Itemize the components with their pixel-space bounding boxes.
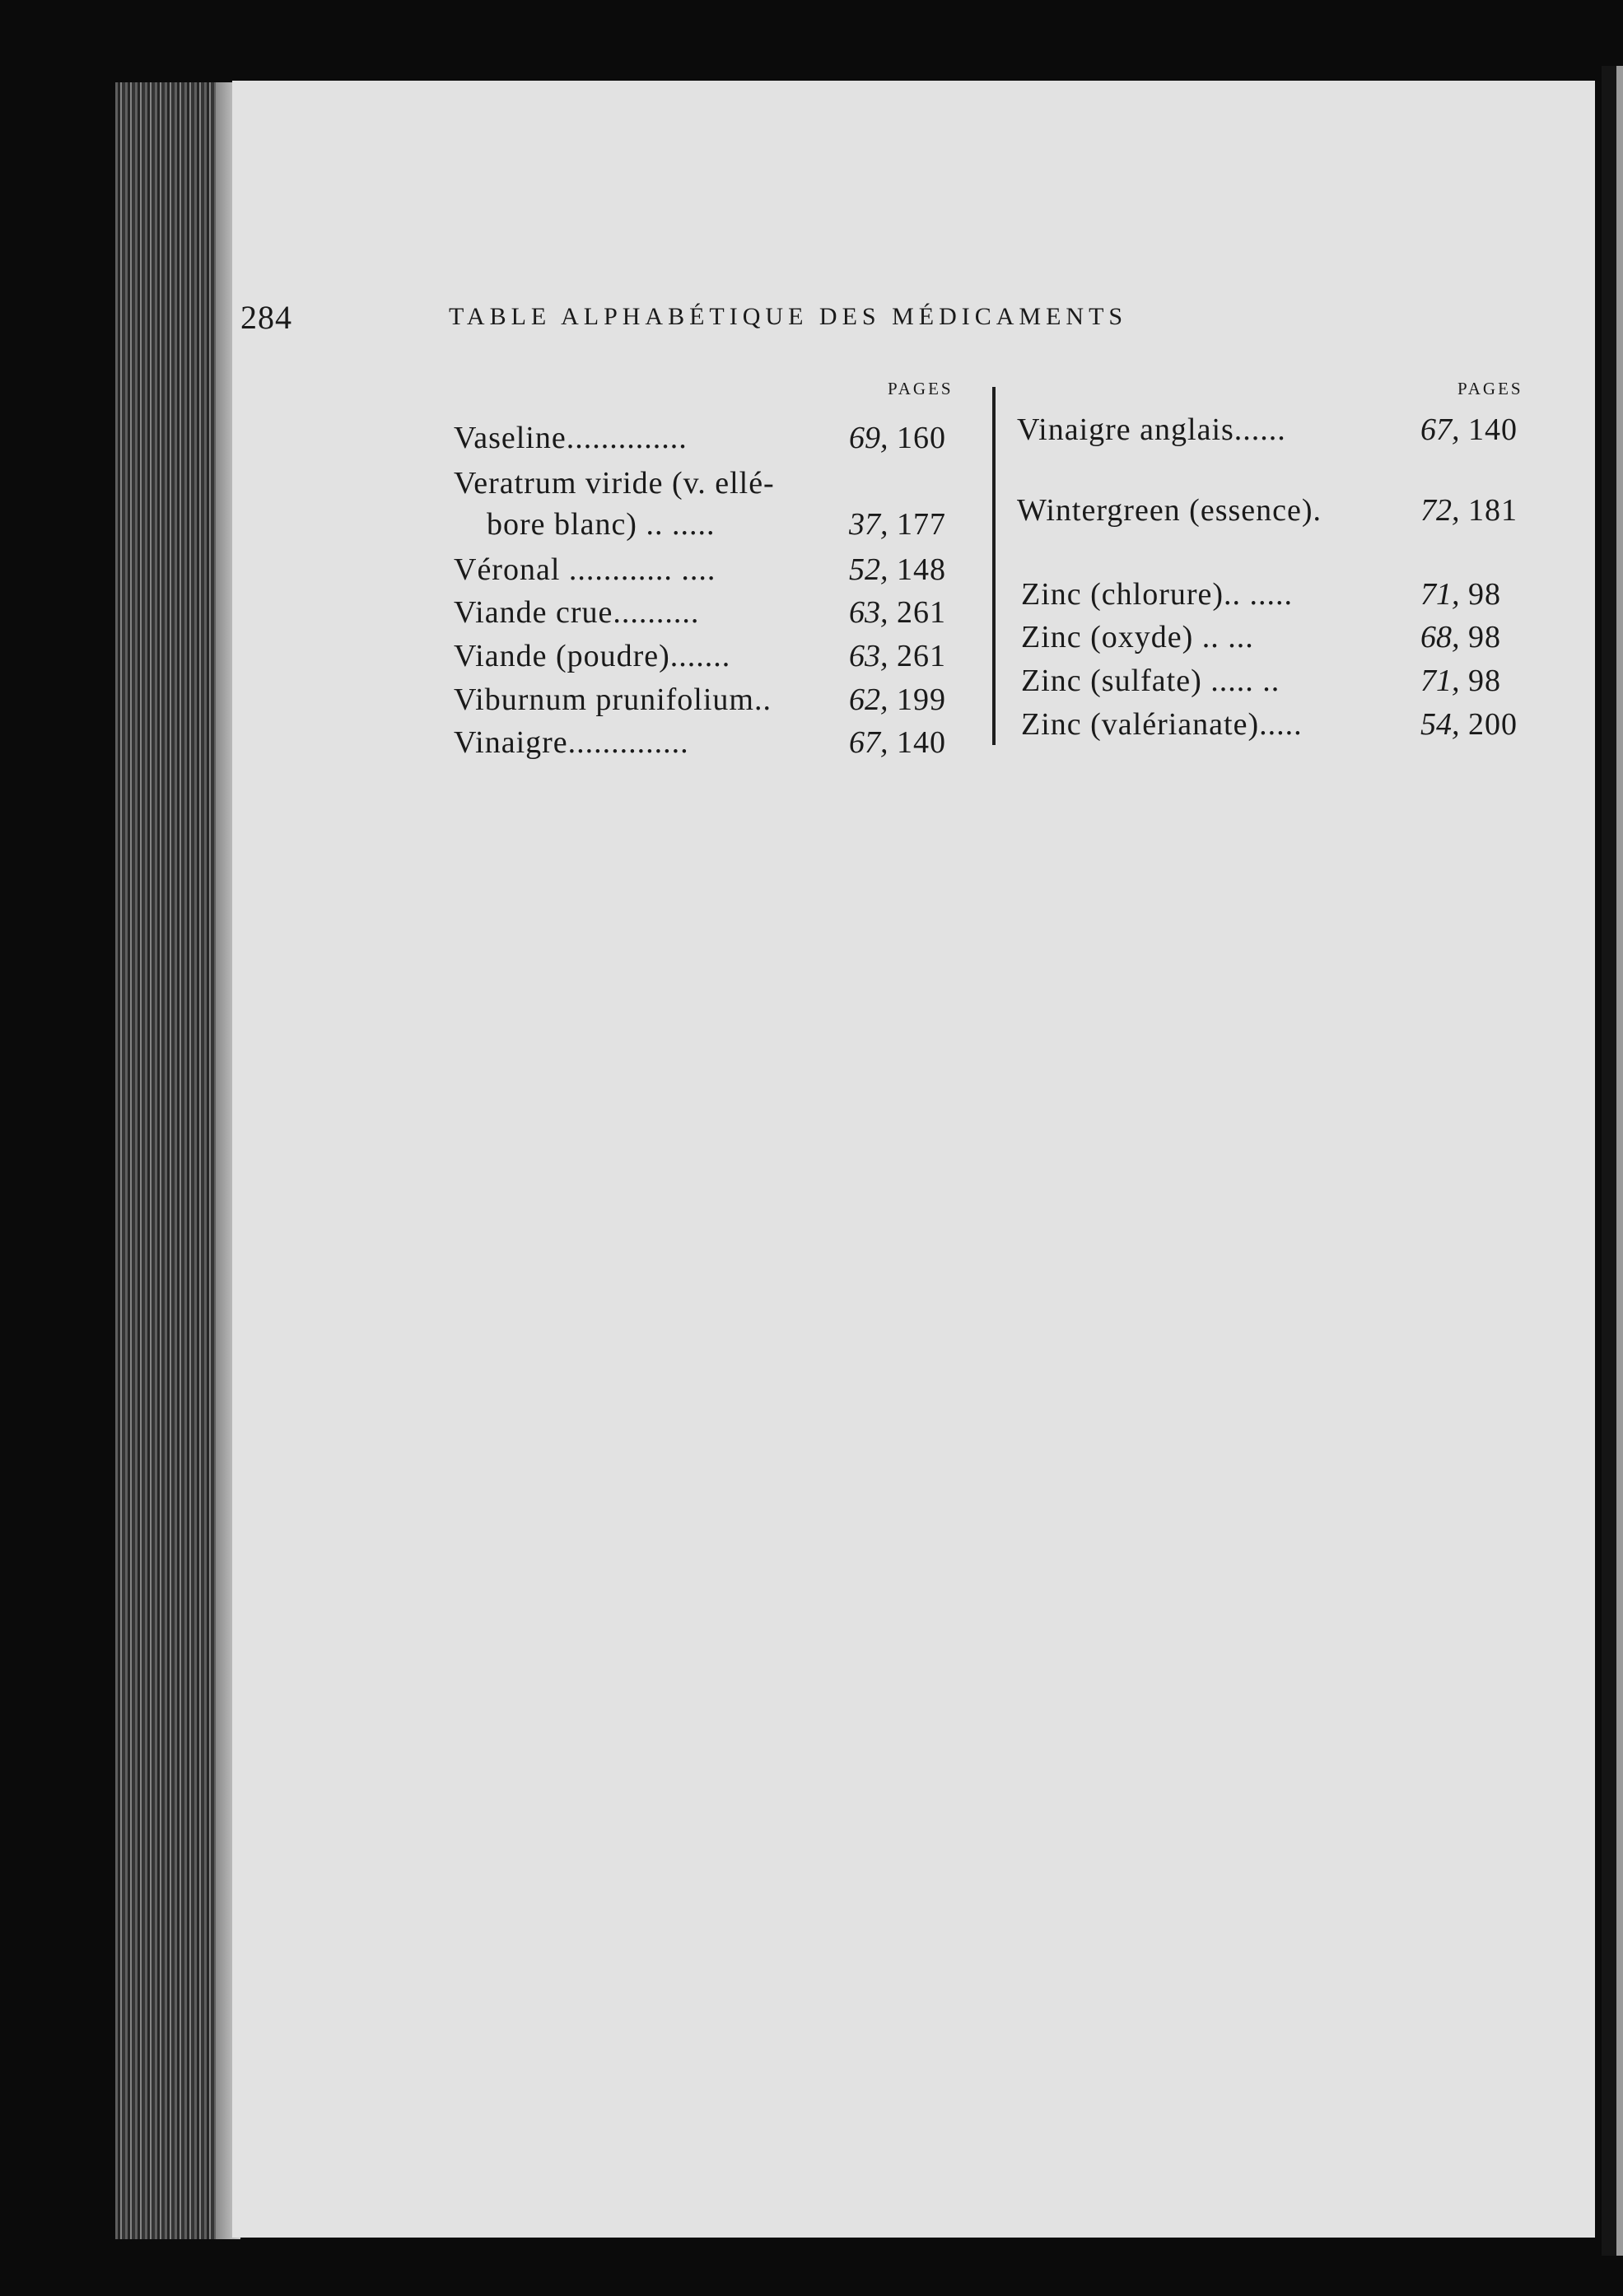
entry-page: 261 xyxy=(897,639,946,673)
entry-label: Viande (poudre)....... xyxy=(454,639,731,673)
entry-pages xyxy=(1420,576,1501,612)
entry-chapter: 68, xyxy=(1420,620,1460,654)
entry-label: bore blanc) .. ..... xyxy=(487,507,716,542)
entry-page: 148 xyxy=(897,552,946,587)
entry-label: Viburnum prunifolium.. xyxy=(454,682,772,717)
entry-pages xyxy=(849,724,946,761)
entry-page: 140 xyxy=(897,725,946,760)
entry-label: Vaseline.............. xyxy=(454,421,688,455)
entry-page: 199 xyxy=(897,682,946,717)
entry-chapter: 72, xyxy=(1420,493,1460,528)
entry-pages xyxy=(849,506,946,543)
pages-column-heading: PAGES xyxy=(1457,379,1523,398)
entry-page: 181 xyxy=(1468,493,1518,528)
running-title: TABLE ALPHABÉTIQUE DES MÉDICAMENTS xyxy=(449,303,1128,330)
entry-chapter: 67, xyxy=(849,725,888,760)
entry-label: Vinaigre.............. xyxy=(454,725,689,760)
pages-column-heading: PAGES xyxy=(888,379,954,398)
entry-pages xyxy=(1420,706,1518,743)
entry-label: Viande crue.......... xyxy=(454,595,700,630)
entry-pages xyxy=(1420,663,1501,699)
entry-label: Veratrum viride (v. ellé- xyxy=(454,466,775,501)
entry-chapter: 71, xyxy=(1420,577,1460,612)
entry-chapter: 54, xyxy=(1420,707,1460,742)
entry-label: Véronal ............ .... xyxy=(454,552,716,587)
entry-label: Wintergreen (essence). xyxy=(1017,493,1322,528)
entry-label: Vinaigre anglais...... xyxy=(1017,412,1286,447)
entry-chapter: 69, xyxy=(849,421,888,455)
column-divider xyxy=(992,387,996,745)
facing-page-edge-highlight xyxy=(1616,66,1623,2256)
entry-pages xyxy=(1420,619,1501,655)
entry-label: Zinc (valérianate)..... xyxy=(1021,707,1303,742)
page-header xyxy=(0,298,1623,347)
entry-chapter: 71, xyxy=(1420,664,1460,698)
entry-page: 261 xyxy=(897,595,946,630)
entry-chapter: 63, xyxy=(849,595,888,630)
entry-pages xyxy=(849,682,946,718)
entry-pages xyxy=(849,552,946,588)
entry-pages xyxy=(849,420,946,456)
entry-chapter: 37, xyxy=(849,507,888,542)
entry-pages xyxy=(1420,492,1518,529)
entry-label: Zinc (chlorure).. ..... xyxy=(1021,577,1294,612)
entry-page: 140 xyxy=(1468,412,1518,447)
entry-page: 160 xyxy=(897,421,946,455)
book-page xyxy=(232,81,1595,2238)
entry-label: Zinc (oxyde) .. ... xyxy=(1021,620,1254,654)
entry-pages xyxy=(849,594,946,631)
entry-chapter: 63, xyxy=(849,639,888,673)
entry-page: 98 xyxy=(1468,577,1501,612)
entry-page: 177 xyxy=(897,507,946,542)
entry-pages xyxy=(849,638,946,674)
entry-pages xyxy=(1420,412,1518,448)
entry-label: Zinc (sulfate) ..... .. xyxy=(1021,664,1280,698)
entry-page: 200 xyxy=(1468,707,1518,742)
page-number: 284 xyxy=(240,299,292,336)
entry-chapter: 52, xyxy=(849,552,888,587)
entry-chapter: 67, xyxy=(1420,412,1460,447)
entry-page: 98 xyxy=(1468,620,1501,654)
entry-chapter: 62, xyxy=(849,682,888,717)
entry-page: 98 xyxy=(1468,664,1501,698)
